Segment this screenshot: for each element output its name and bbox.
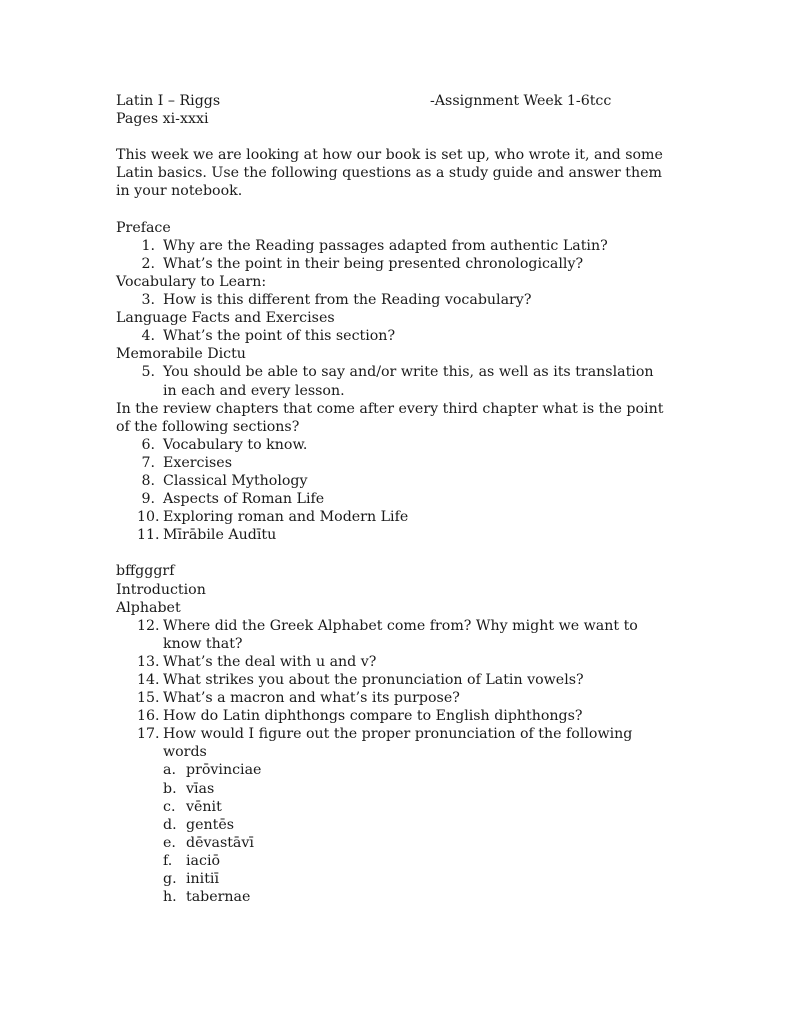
question-number: 9. — [141, 491, 155, 508]
question-item — [116, 436, 676, 454]
word-text: tabernae — [186, 889, 251, 906]
question-item — [116, 707, 676, 725]
question-text: Where did the Greek Alphabet come from? Why might we want to know that? — [163, 617, 638, 652]
question-item — [116, 237, 676, 255]
word-letter: f. — [163, 852, 173, 869]
word-letter: g. — [163, 871, 177, 888]
question-item — [116, 454, 676, 472]
course-title: Latin I – Riggs — [116, 93, 221, 109]
word-text: vēnit — [186, 798, 222, 815]
word-letter: h. — [163, 889, 177, 906]
question-item — [116, 617, 676, 653]
word-letter: b. — [163, 780, 177, 797]
word-text: iaciō — [186, 852, 221, 869]
question-number: 7. — [141, 454, 155, 471]
question-item — [116, 255, 676, 273]
stray-text: bffgggrf — [116, 563, 175, 580]
spacer — [116, 544, 676, 562]
question-item — [116, 725, 676, 761]
question-text: What’s the point in their being presented chronologically? — [163, 255, 584, 272]
question-number: 8. — [141, 472, 155, 489]
alphabet-questions — [116, 617, 676, 762]
question-number: 12. — [137, 617, 160, 634]
word-list — [116, 761, 676, 906]
question-item — [116, 363, 676, 399]
question-text: Classical Mythology — [163, 472, 308, 489]
section-vocabulary: Vocabulary to Learn: — [116, 273, 267, 290]
word-item — [116, 888, 676, 906]
word-text: gentēs — [186, 816, 234, 833]
question-number: 3. — [141, 292, 155, 309]
question-number: 15. — [137, 690, 160, 707]
question-item — [116, 671, 676, 689]
intro-paragraph: This week we are looking at how our book is set up, who wrote it, and some Latin basics. Use the following questions as a study guide and answer them in your notebook. — [116, 147, 663, 200]
question-item — [116, 508, 676, 526]
assignment-title: -Assignment Week 1-6tcc — [430, 93, 612, 109]
question-text: What’s the point of this section? — [163, 328, 396, 345]
question-item — [116, 689, 676, 707]
page-range: Pages xi-xxxi — [116, 111, 209, 128]
word-text: dēvastāvī — [186, 834, 254, 851]
memorabile-questions — [116, 363, 676, 399]
question-text: How do Latin diphthongs compare to English diphthongs? — [163, 708, 583, 725]
word-letter: e. — [163, 834, 176, 851]
question-text: Aspects of Roman Life — [163, 491, 325, 508]
word-item — [116, 816, 676, 834]
question-item — [116, 291, 676, 309]
question-item — [116, 327, 676, 345]
section-preface: Preface — [116, 219, 171, 236]
question-text: Exploring roman and Modern Life — [163, 509, 409, 526]
section-review: In the review chapters that come after every third chapter what is the point of the following sections? — [116, 400, 664, 435]
question-number: 14. — [137, 672, 160, 688]
question-number: 10. — [137, 509, 160, 526]
language-questions — [116, 327, 676, 345]
question-text: Vocabulary to know. — [163, 436, 308, 453]
section-memorabile: Memorabile Dictu — [116, 346, 246, 363]
word-item — [116, 852, 676, 870]
word-item — [116, 761, 676, 779]
word-item — [116, 870, 676, 888]
section-alphabet: Alphabet — [116, 599, 181, 616]
question-text: What’s a macron and what’s its purpose? — [163, 690, 460, 707]
question-text: Mīrābile Audītu — [163, 527, 277, 544]
header-row — [116, 92, 676, 110]
question-number: 2. — [141, 255, 155, 272]
question-number: 1. — [141, 237, 155, 254]
question-item — [116, 526, 676, 544]
word-item — [116, 780, 676, 798]
section-introduction: Introduction — [116, 581, 206, 598]
word-text: prōvinciae — [186, 762, 262, 779]
section-language-facts: Language Facts and Exercises — [116, 310, 335, 327]
question-text: How is this different from the Reading vocabulary? — [163, 292, 532, 309]
word-letter: d. — [163, 816, 177, 833]
question-number: 11. — [137, 527, 160, 544]
question-number: 16. — [137, 708, 160, 725]
word-letter: a. — [163, 762, 176, 779]
question-text: Exercises — [163, 454, 232, 471]
word-text: initiī — [186, 871, 219, 888]
word-item — [116, 798, 676, 816]
question-text: You should be able to say and/or write this, as well as its translation in each and every lesson. — [163, 364, 654, 399]
word-text: vīas — [186, 780, 215, 797]
question-number: 6. — [141, 436, 155, 453]
question-text: What’s the deal with u and v? — [163, 653, 377, 670]
spacer — [116, 201, 676, 219]
question-item — [116, 490, 676, 508]
question-item — [116, 653, 676, 671]
preface-questions — [116, 237, 676, 273]
question-text: What strikes you about the pronunciation of Latin vowels? — [163, 672, 584, 688]
question-text: How would I figure out the proper pronunciation of the following words — [163, 726, 633, 761]
question-number: 5. — [141, 364, 155, 381]
question-number: 4. — [141, 328, 155, 345]
question-text: Why are the Reading passages adapted from authentic Latin? — [163, 237, 608, 254]
document-body — [116, 92, 676, 906]
spacer — [116, 128, 676, 146]
vocabulary-questions — [116, 291, 676, 309]
question-number: 17. — [137, 726, 160, 743]
question-number: 13. — [137, 653, 160, 670]
word-letter: c. — [163, 798, 176, 815]
review-questions — [116, 436, 676, 545]
question-item — [116, 472, 676, 490]
word-item — [116, 834, 676, 852]
